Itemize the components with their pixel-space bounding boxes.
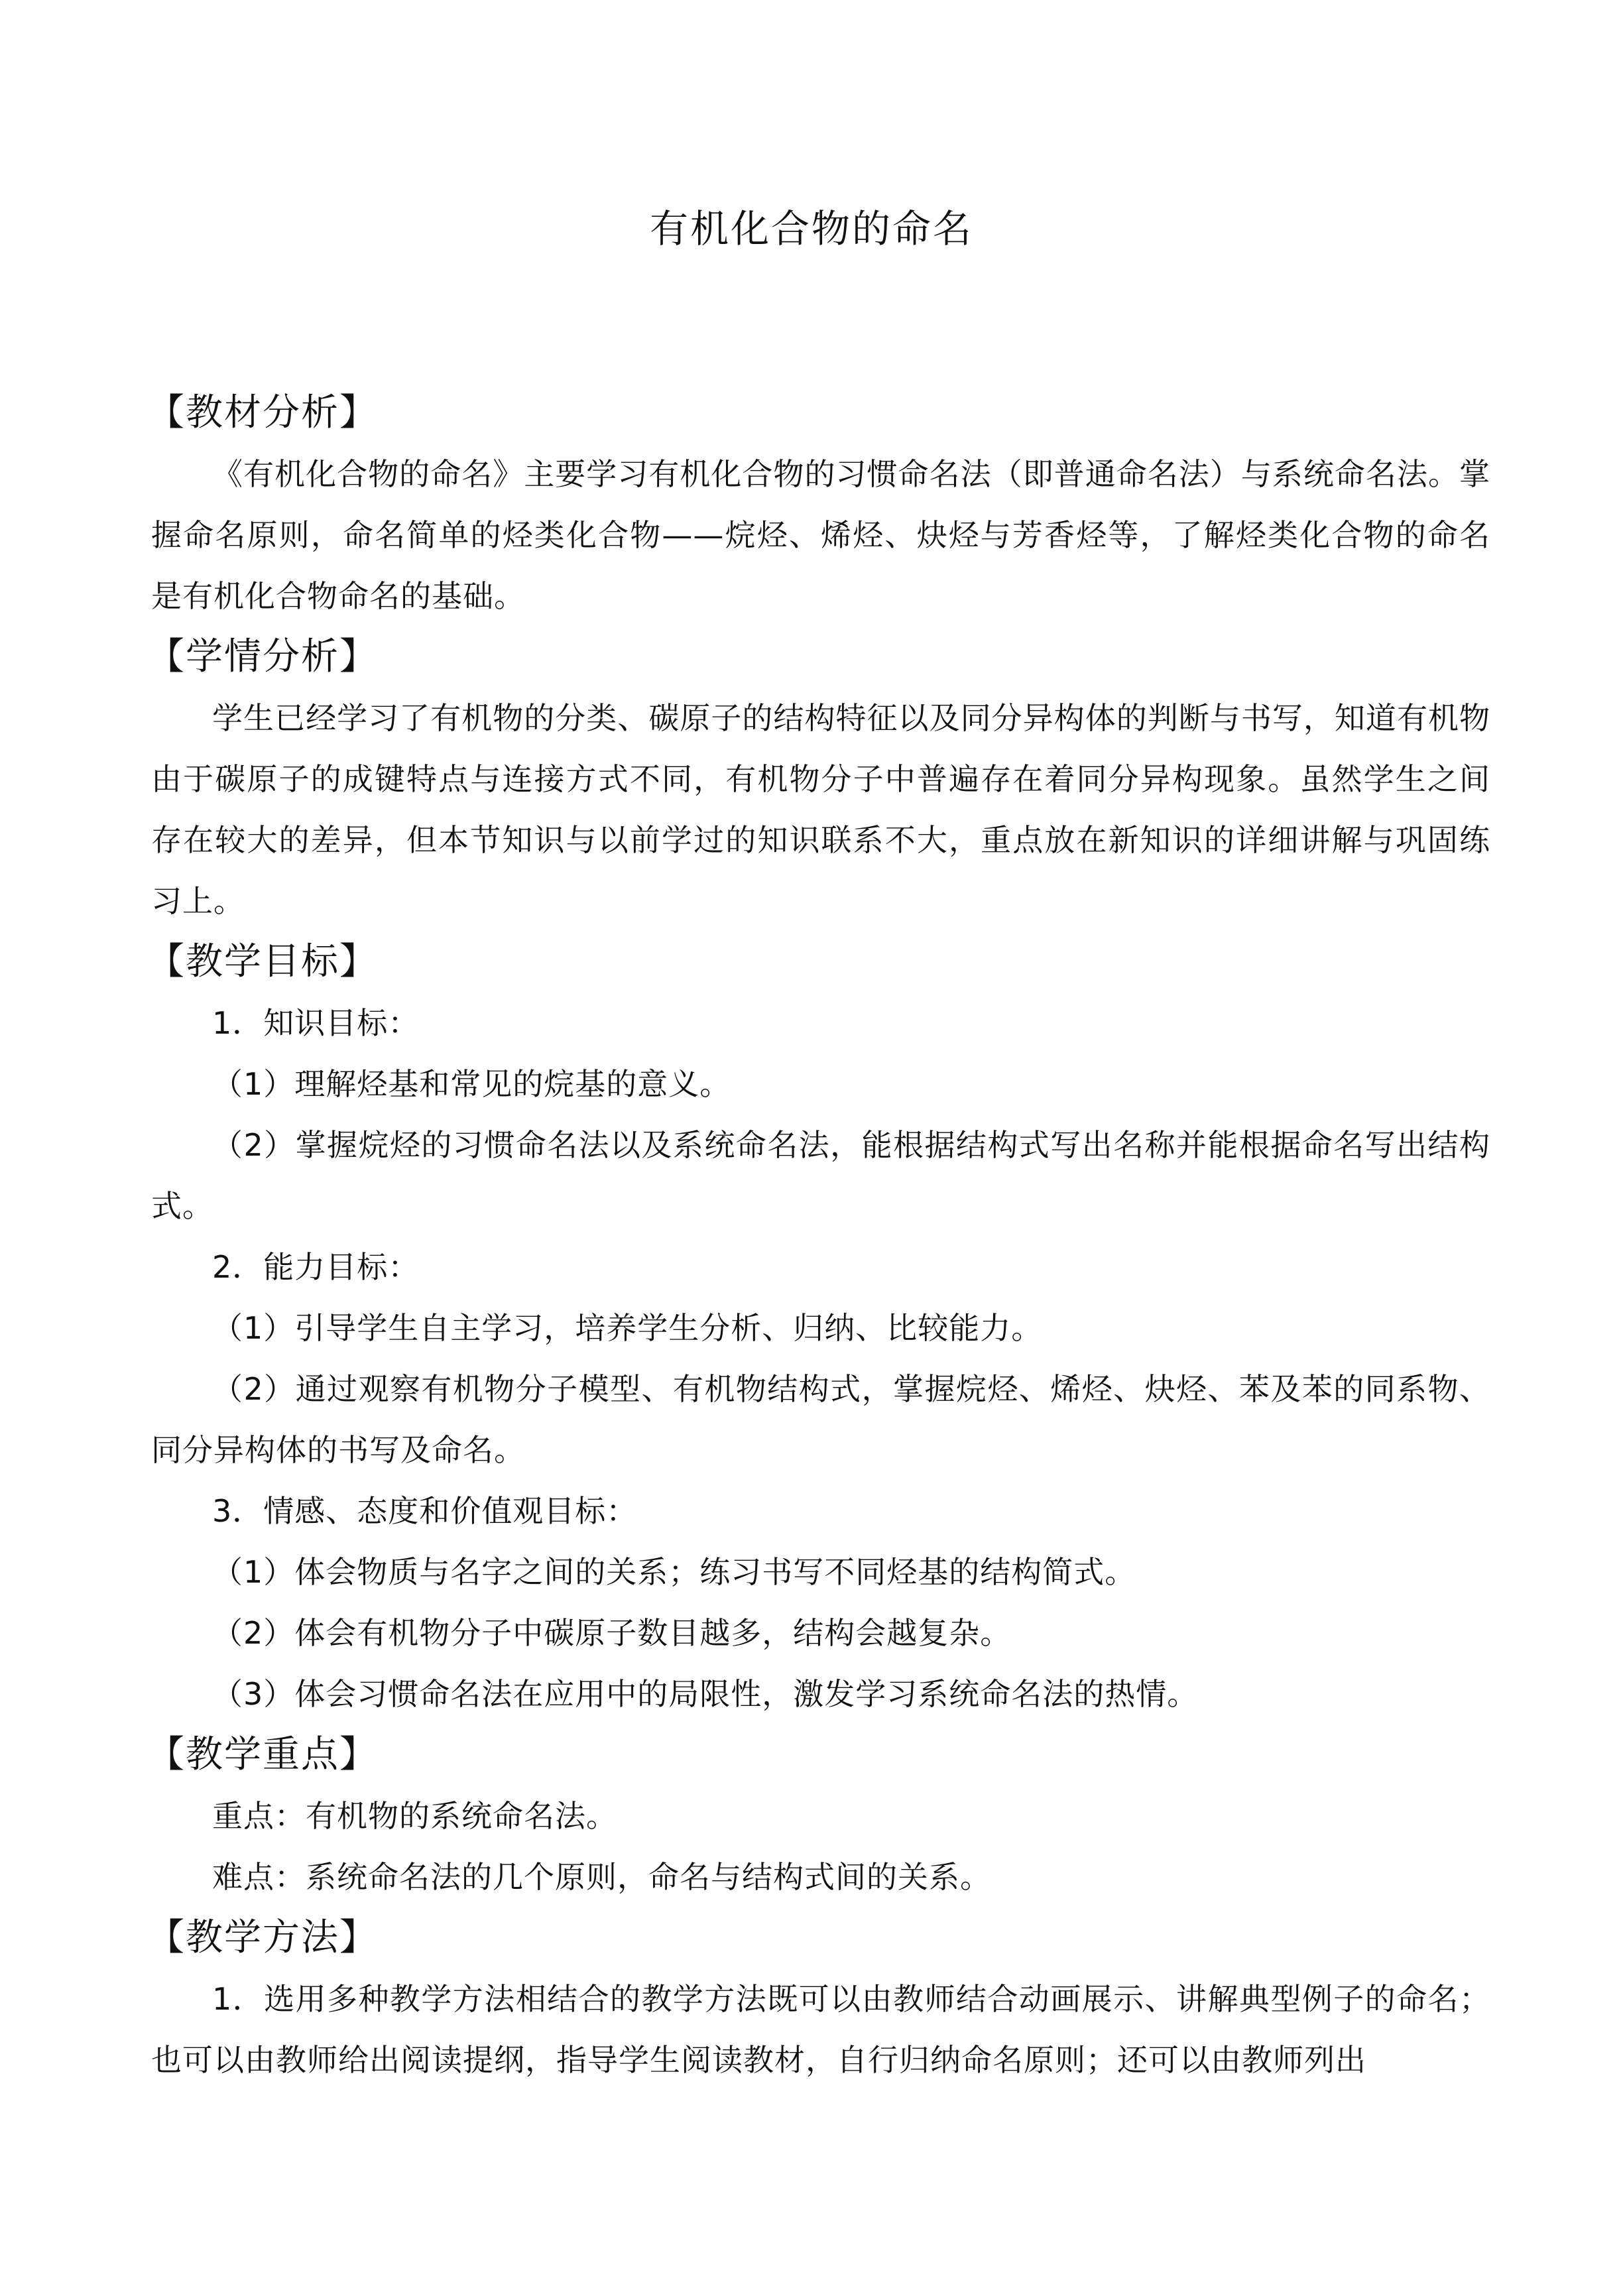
goal-ability-title: 2．能力目标： [212, 1249, 420, 1285]
difficulty-text: 难点：系统命名法的几个原则，命名与结构式间的关系。 [212, 1859, 991, 1895]
goal-ability-item: （2）通过观察有机物分子模型、有机物结构式，掌握烷烃、烯烃、炔烃、苯及苯的同系物、同分异构体的书写及命名。 [151, 1371, 1490, 1468]
section-heading-teaching-methods: 【教学方法】 [147, 1916, 378, 1959]
goal-knowledge-item: （1）理解烃基和常见的烷基的意义。 [212, 1066, 731, 1102]
document-body [147, 383, 1490, 2090]
goal-attitude-item: （1）体会物质与名字之间的关系；练习书写不同烃基的结构简式。 [212, 1554, 1136, 1590]
section-heading-teaching-goals: 【教学目标】 [147, 940, 378, 983]
student-analysis-paragraph: 学生已经学习了有机物的分类、碳原子的结构特征以及同分异构体的判断与书写，知道有机物由于碳原子的成键特点与连接方式不同，有机物分子中普遍存在着同分异构现象。虽然学生之间存在较大的差异，但本节知识与以前学过的知识联系不大，重点放在新知识的详细讲解与巩固练习上。 [151, 700, 1490, 919]
document-title: 有机化合物的命名 [649, 206, 973, 251]
teaching-methods-paragraph: 1．选用多种教学方法相结合的教学方法既可以由教师结合动画展示、讲解典型例子的命名；也可以由教师给出阅读提纲，指导学生阅读教材，自行归纳命名原则；还可以由教师列出 [151, 1981, 1490, 2078]
key-point-text: 重点：有机物的系统命名法。 [212, 1798, 617, 1834]
goal-attitude-item: （3）体会习惯命名法在应用中的局限性，激发学习系统命名法的热情。 [212, 1676, 1199, 1712]
goal-ability-item: （1）引导学生自主学习，培养学生分析、归纳、比较能力。 [212, 1310, 1043, 1346]
goal-knowledge-item: （2）掌握烷烃的习惯命名法以及系统命名法，能根据结构式写出名称并能根据命名写出结构式。 [151, 1127, 1490, 1224]
goal-attitude-title: 3．情感、态度和价值观目标： [212, 1493, 638, 1529]
goal-knowledge-title: 1．知识目标： [212, 1005, 420, 1041]
goal-attitude-item: （2）体会有机物分子中碳原子数目越多，结构会越复杂。 [212, 1615, 1012, 1651]
section-heading-student-analysis: 【学情分析】 [147, 635, 378, 678]
section-heading-key-points: 【教学重点】 [147, 1733, 378, 1776]
textbook-analysis-paragraph: 《有机化合物的命名》主要学习有机化合物的习惯命名法（即普通命名法）与系统命名法。掌握命名原则，命名简单的烃类化合物——烷烃、烯烃、炔烃与芳香烃等，了解烃类化合物的命名是有机化合物命名的基础。 [151, 456, 1490, 614]
section-heading-textbook-analysis: 【教材分析】 [147, 391, 378, 434]
